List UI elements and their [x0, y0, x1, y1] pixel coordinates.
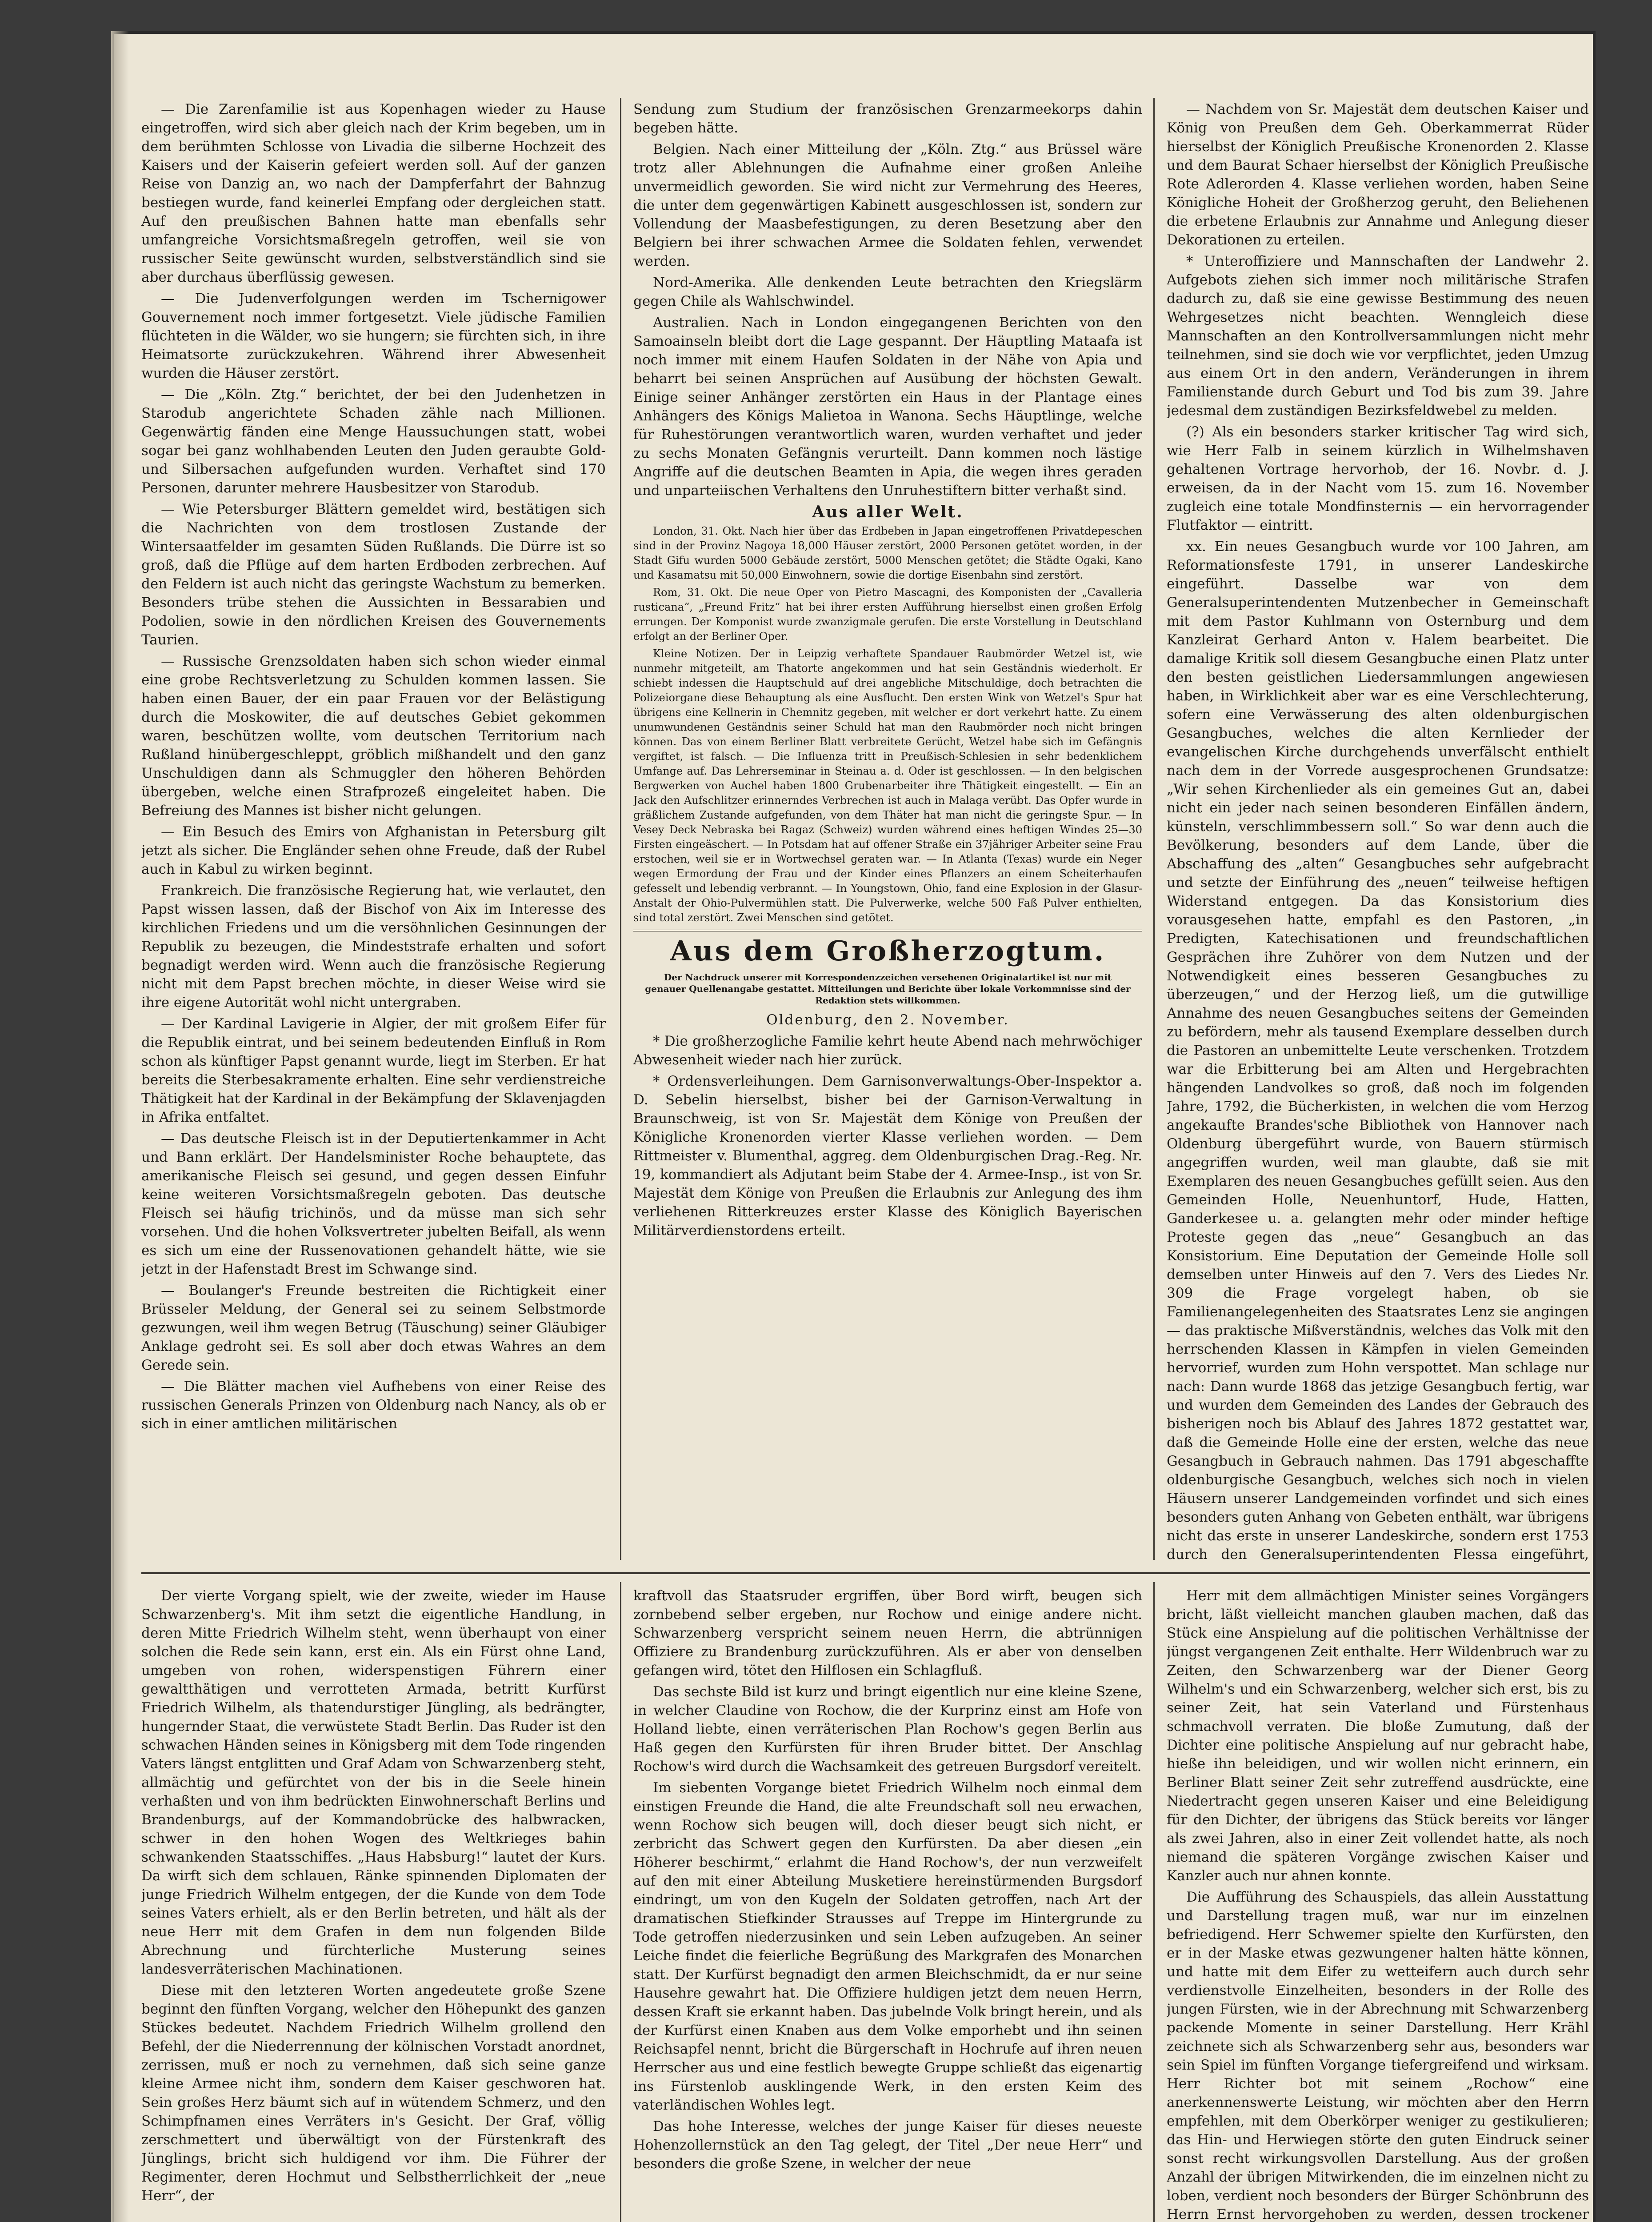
article-paragraph: Nord-Amerika. Alle denkenden Leute betrachten den Kriegslärm gegen Chile als Wahlschwindel.: [633, 275, 1142, 309]
article-paragraph: Australien. Nach in London eingegangenen Berichten von den Samoainseln bleibt dort die Lage gespannt. Der Häuptling Mataafa ist noch immer mit einem Haufen Soldaten in der Nähe von Apia und beharrt bei seinen Ansprüchen auf Ausübung der höchsten Gewalt. Einige seiner Anhänger zerstörten ein Haus in der Plantage eines Anhängers des Königs Malietoa in Wanona. Sechs Häuptlinge, welche für Ruhestörungen verantwortlich waren, wurden verhaftet und jeder zu sechs Monaten Gefängnis verurteilt. Dann kommen noch lästige Angriffe auf die deutschen Beamten in Apia, die wegen ihres geraden und unparteiischen Verhaltens den Unruhestiftern bitter verhaßt sind.: [633, 315, 1142, 499]
article-paragraph: Sendung zum Studium der französischen Grenzarmeekorps dahin begeben hätte.: [633, 101, 1142, 136]
double-rule: [633, 930, 1142, 931]
article-paragraph: — Die „Köln. Ztg.“ berichtet, der bei den Judenhetzen in Starodub angerichtete Schaden zähle nach Millionen. Gegenwärtig fänden eine Menge Haussuchungen statt, wobei sogar bei ganz wohlhabenden Leuten den Juden geraubte Gold- und Silbersachen aufgefunden wurden. Verhaftet sind 170 Personen, darunter mehrere Hausbesitzer von Starodub.: [141, 387, 606, 496]
article-paragraph: Das hohe Interesse, welches der junge Kaiser für dieses neueste Hohenzollernstück an den Tag gelegt, der Titel „Der neue Herr“ und besonders die große Szene, in welcher der neue: [633, 2118, 1142, 2172]
article-paragraph: Diese mit den letzteren Worten angedeutete große Szene beginnt den fünften Vorgang, welcher den Höhepunkt des ganzen Stückes bedeutet. Nachdem Friedrich Wilhelm grollend den Befehl, der die Niederrennung der kölnischen Vorstadt anordnet, zerrissen, muß er noch zu vernehmen, daß sich seine ganze kleine Armee nicht ihm, sondern dem Kaiser geschworen hat. Sein großes Herz bäumt sich auf in wütendem Schmerz, und den Schimpfnamen eines Verräters in's Gesicht. Der Graf, völlig zerschmettert und überwältigt von der Fürstenkraft des Jünglings, bricht sich huldigend vor ihm. Die Führer der Regimenter, deren Hochmut und Selbstherrlichkeit der „neue Herr“, der: [141, 1982, 606, 2204]
top-column-1: [141, 100, 606, 1562]
article-paragraph: Der vierte Vorgang spielt, wie der zweite, wieder im Hause Schwarzenberg's. Mit ihm setzt die eigentliche Handlung, in deren Mitte Friedrich Wilhelm steht, wenn überhaupt von einer solchen die Rede sein kann, erst ein. Als ein Fürst ohne Land, umgeben von rohen, widerspenstigen Führern einer gewaltthätigen und verrotteten Armada, betritt Kurfürst Friedrich Wilhelm, als thatendurstiger Jüngling, als bedrängter, hungernder Staat, die verwüstete Stadt Berlin. Das Ruder ist den schwachen Händen seines in Königsberg mit dem Tode ringenden Vaters längst entglitten und Graf Adam von Schwarzenberg steht, allmächtig und gefürchtet von der bis in die Seele hinein verhaßten und von ihm bedrückten Einwohnerschaft Berlins und Brandenburgs, auf der Kommandobrücke des halbwracken, schwer in den hohen Wogen des Weltkrieges bahin schwankenden Staatsschiffes. „Haus Habsburg!“ lautet der Kurs. Da wirft sich dem schlauen, Ränke spinnenden Diplomaten der junge Friedrich Wilhelm entgegen, der die Kunde von dem Tode seines Vaters erhielt, als er den Berlin betreten, und hält als der neue Herr mit dem Grafen in dem nun folgenden Bilde Abrechnung und fürchterliche Musterung seines landesverräterischen Machinationen.: [141, 1588, 606, 1977]
section-divider: [141, 1572, 1590, 1574]
article-paragraph: Die Aufführung des Schauspiels, das allein Ausstattung und Darstellung tragen muß, war nur im einzelnen befriedigend. Herr Schwemer spielte den Kurfürsten, den er in der Maske etwas gezwungener halten hätte können, und hatte mit dem Eifer zu wetteifern auch durch sehr verdienstvolle Einzelheiten, besonders in der Rolle des jungen Fürsten, wie in der Abrechnung mit Schwarzenberg packende Momente in seiner Darstellung. Herr Krähl zeichnete sich als Schwarzenberg sehr aus, besonders war sein Spiel im fünften Vorgange tiefergreifend und wirksam. Herr Richter bot mit seinem „Rochow“ eine anerkennenswerte Leistung, wir möchten aber den Herrn empfehlen, mit dem Oberkörper weniger zu gestikulieren; das Hin- und Herwiegen störte den guten Eindruck seiner sonst recht wirkungsvollen Darstellung. Aus der großen Anzahl der übrigen Mitwirkenden, die im einzelnen nicht zu loben, verdient noch besonders der Bürger Schönbrunn des Herrn Ernst hervorgehoben zu werden, dessen trockener: [1167, 1889, 1589, 2222]
article-paragraph: Herr mit dem allmächtigen Minister seines Vorgängers bricht, läßt vielleicht manchen glauben machen, daß das Stück eine Anspielung auf die politischen Verhältnisse der jüngst vergangenen Zeit enthalte. Herr Wildenbruch war zu Zeiten, den Schwarzenberg war der Diener Georg Wilhelm's und ein Schwarzenberg, welcher sich erst, bis zu seiner Zeit, hat sein Vaterland und Fürstenhaus schmachvoll verraten. Die bloße Zumutung, daß der Dichter eine politische Anspielung auf nur gebracht habe, hieße ihn beleidigen, und wir wollen nicht erinnern, ein Berliner Blatt seiner Zeit sehr zutreffend ausdrückte, eine Niedertracht gegen unseren Kaiser und eine Beleidigung für den Dichter, der übrigens das Stück bereits vor länger als zwei Jahren, also in einer Zeit vollendet hatte, als noch niemand die späteren Vorgänge zwischen Kaiser und Kanzler auch nur ahnen konnte.: [1167, 1588, 1589, 1884]
article-paragraph: * Unteroffiziere und Mannschaften der Landwehr 2. Aufgebots ziehen sich immer noch militärische Strafen dadurch zu, daß sie eine gewisse Bestimmung des neuen Wehrgesetzes nicht beachten. Wenngleich diese Mannschaften an den Kontrollversammlungen nicht mehr teilnehmen, sind sie doch wie vor verpflichtet, jeden Umzug aus einem Ort in den andern, Veränderungen in ihrem Familienstande durch Geburt und Tod bis zum 39. Jahre jedesmal dem zuständigen Bezirksfeldwebel zu melden.: [1167, 253, 1589, 419]
section-heading-grossherzogtum: Aus dem Großherzogtum.: [670, 935, 1106, 967]
article-paragraph: London, 31. Okt. Nach hier über das Erdbeben in Japan eingetroffenen Privatdepeschen sind in der Provinz Nagoya 18,000 Häuser zerstört, 2000 Personen getötet worden, in der Stadt Gifu wurden 5000 Gebäude zerstört, 5000 Menschen getötet; die Städte Ogaki, Kano und Kasamatsu mit 50,000 Einwohnern, sowie die dortige Eisenbahn sind zerstört.: [633, 525, 1142, 581]
bottom-column-2: [633, 1587, 1142, 2222]
article-paragraph: (?) Als ein besonders starker kritischer Tag wird sich, wie Herr Falb in seinem kürzlich in Wilhelmshaven gehaltenen Vortrage hervorhob, der 16. Novbr. d. J. erweisen, da in der Nacht vom 15. zum 16. November zugleich eine totale Mondfinsternis — ein hervorragender Flutfaktor — eintritt.: [1167, 424, 1589, 533]
article-paragraph: — Russische Grenzsoldaten haben sich schon wieder einmal eine grobe Rechtsverletzung zu Schulden kommen lassen. Sie haben einen Bauer, der ein paar Frauen vor der Belästigung durch die Moskowiter, die auf deutsches Gebiet gekommen waren, beschützen wollte, vom deutschen Territorium nach Rußland hinübergeschleppt, gröblich mißhandelt und den ganz Unschuldigen dann als Schmuggler den höheren Behörden übergeben, welche einen Strafprozeß eingeleitet haben. Die Befreiung des Mannes ist bisher nicht gelungen.: [141, 653, 606, 819]
column-rule: [620, 1582, 621, 2222]
article-paragraph: — Die Blätter machen viel Aufhebens von einer Reise des russischen Generals Prinzen von Oldenburg nach Nancy, als ob er sich in einer amtlichen militärischen: [141, 1379, 606, 1432]
column-rule: [1153, 1582, 1155, 2222]
column-rule: [620, 98, 621, 1560]
article-paragraph: xx. Ein neues Gesangbuch wurde vor 100 Jahren, am Reformationsfeste 1791, in unserer Landeskirche eingeführt. Dasselbe war von dem Generalsuperintendenten Mutzenbecher in Gemeinschaft mit dem Pastor Kuhlmann von Osternburg und dem Kanzleirat Gerhard Anton v. Halem bearbeitet. Die damalige Kritik soll diesem Gesangbuche einen Platz unter den besten geistlichen Liedersammlungen angewiesen haben, in Wirklichkeit aber war es eine Verschlechterung, sofern eine Verwässerung des alten oldenburgischen Gesangbuches, welches die alten Kernlieder der evangelischen Kirche durchgehends unverfälscht enthielt nach dem in der Vorrede ausgesprochenen Grundsatze: „Wir sehen Kirchenlieder als ein gemeines Gut an, dabei nicht ein jeder nach seinen besonderen Einfällen ändern, künsteln, verschlimmbessern soll.“ So war denn auch die Bevölkerung, besonders auf dem Lande, über die Abschaffung des „alten“ Gesangbuches sehr aufgebracht und setzte der Einführung des „neuen“ teilweise heftigen Widerstand entgegen. Da das Konsistorium dies vorausgesehen hatte, empfahl es den Pastoren, „in Predigten, Katechisationen und freundschaftlichen Gesprächen ihre Zuhörer von dem Nutzen und der Notwendigkeit eines besseren Gesangbuches zu überzeugen,“ und der Herzog ließ, um die gutwillige Annahme des neuen Gesangbuches seitens der Gemeinden zu befördern, mehr als tausend Exemplare desselben durch die Pastoren an unbemittelte Leute verschenken. Trotzdem war die Erbitterung bei am Alten und Hergebrachten hängenden Landvolkes so groß, daß noch im folgenden Jahre, 1792, die Bücherkisten, in welchen die vom Herzog angekaufte Brandes'sche Bibliothek von Hannover nach Oldenburg übergeführt wurde, von Bauern stürmisch angegriffen wurden, weil man glaubte, daß sie mit Exemplaren des neuen Gesangbuches gefüllt seien. Aus den Gemeinden Holle, Neuenhuntorf, Hude, Hatten, Ganderkesee u. a. gelangten mehr oder minder heftige Proteste gegen das „neue“ Gesangbuch an das Konsistorium. Eine Deputation der Gemeinde Holle soll demselben unter Hinweis auf den 7. Vers des Liedes Nr. 309 die Frage vorgelegt haben, ob sie Familienangelegenheiten des Staatsrates Lenz sie angingen — das praktische Mißverständnis, welches das Volk mit den herrschenden Klassen in Kämpfen in vielen Gemeinden hervorrief, wurden zum Hohn verspottet. Man schlage nur nach: Dann wurde 1868 das jetzige Gesangbuch fertig, war und wurden dem Gemeinden des Landes der Gebrauch des bisherigen noch bis Ablauf des Jahres 1872 gestattet war, daß die Gemeinde Holle eine der ersten, welche das neue Gesangbuch in Gebrauch nahmen. Das 1791 abgeschaffte oldenburgische Gesangbuch, welches sich noch in vielen Häusern unserer Landgemeinden vorfindet und sich eines besonders guten Anhang von Gebeten enthält, war übrigens nicht das erste in unserer Landeskirche, sondern erst 1753 durch den Generalsuperintendenten Flessa eingeführt,: [1167, 539, 1589, 1562]
article-paragraph: * Die großherzogliche Familie kehrt heute Abend nach mehrwöchiger Abwesenheit wieder nach hier zurück.: [633, 1033, 1142, 1068]
top-column-2: [633, 100, 1142, 1562]
article-paragraph: — Die Judenverfolgungen werden im Tschernigower Gouvernement noch immer fortgesetzt. Viele jüdische Familien flüchteten in die Wälder, wo sie hungern; sie fürchten sich, in ihre Heimatsorte zurückzukehren. Während ihrer Abwesenheit wurden die Häuser zerstört.: [141, 291, 606, 381]
article-paragraph: — Nachdem von Sr. Majestät dem deutschen Kaiser und König von Preußen dem Geh. Oberkammerrat Rüder hierselbst der Königlich Preußische Kronenorden 2. Klasse und dem Baurat Schaer hierselbst der Königlich Preußische Rote Adlerorden 4. Klasse verliehen worden, haben Seine Königliche Hoheit der Großherzog geruht, den Beliehenen die erbetene Erlaubnis zur Annahme und Anlegung dieser Dekorationen zu erteilen.: [1167, 101, 1589, 248]
article-paragraph: — Die Zarenfamilie ist aus Kopenhagen wieder zu Hause eingetroffen, wird sich aber gleich nach der Krim begeben, um in dem berühmten Schlosse von Livadia die silberne Hochzeit des Kaisers und der Kaiserin gefeiert werden soll. Auf der ganzen Reise von Danzig an, wo nach der Dampferfahrt der Bahnzug bestiegen wurde, fand keinerlei Empfang oder dergleichen statt. Auf den preußischen Bahnen hatte man ebenfalls sehr umfangreiche Vorsichtsmaßregeln getroffen, weil sie von russischer Seite gewünscht wurden, selbstverständlich sind sie aber durchaus überflüssig gewesen.: [141, 101, 606, 285]
article-paragraph: — Der Kardinal Lavigerie in Algier, der mit großem Eifer für die Republik eintrat, und bei seinem bedeutenden Einfluß in Rom schon als künftiger Papst genannt wurde, liegt im Sterben. Er hat bereits die Sterbesakramente erhalten. Eine sehr verdienstreiche Thätigkeit hat der Kardinal in der Bekämpfung der Sklavenjagden in Afrika entfaltet.: [141, 1016, 606, 1125]
article-paragraph: — Das deutsche Fleisch ist in der Deputiertenkammer in Acht und Bann erklärt. Der Handelsminister Roche behauptete, das amerikanische Fleisch sei gesund, und gegen dessen Einfuhr keine weiteren Vorsichtsmaßregeln geboten. Das deutsche Fleisch sei häufig trichinös, und da müsse man sich sehr vorsehen. Und die hohen Volksvertreter jubelten Beifall, als wenn es sich um eine der Russenovationen gehandelt hätte, wie sie jetzt in der Hafenstadt Brest im Schwange sind.: [141, 1131, 606, 1277]
article-paragraph: Belgien. Nach einer Mitteilung der „Köln. Ztg.“ aus Brüssel wäre trotz aller Ablehnungen die Aufnahme einer großen Anleihe unvermeidlich geworden. Sie wird nicht zur Vermehrung des Heeres, die unter dem gegenwärtigen Kabinett ausgeschlossen ist, sondern zur Vollendung der Maasbefestigungen, zu deren Besetzung aber den Belgiern bei ihrer schwachen Armee die Soldaten fehlen, verwendet werden.: [633, 141, 1142, 269]
article-paragraph: Im siebenten Vorgange bietet Friedrich Wilhelm noch einmal dem einstigen Freunde die Hand, die alte Freundschaft soll neu erwachen, wenn Rochow sich beugen will, doch dieser beugt sich nicht, er zerbricht das Schwert gegen den Kurfürsten. Da aber diesen „ein Höherer beschirmt,“ erlahmt die Hand Rochow's, der nun verzweifelt auf den mit einer Abteilung Musketiere hereinstürmenden Burgsdorf eindringt, um von den Kugeln der Soldaten getroffen, nach Art der dramatischen Stiefkinder Strausses auf Treppe im Hintergrunde zu Tode getroffen niederzusinken und sein Leben aufzugeben. An seiner Leiche findet die feierliche Begrüßung des Markgrafen des Monarchen statt. Der Kurfürst begnadigt den armen Bleichschmidt, da er nur seine Hausehre gewahrt hat. Die Offiziere huldigen jetzt dem neuen Herrn, dessen Kraft sie erkannt haben. Das jubelnde Volk bringt herein, und als der Kurfürst einen Knaben aus dem Volke emporhebt und ihn seinen Reichsapfel nennt, bricht die Bürgerschaft in Hochrufe auf ihren neuen Herrscher aus und eine festlich bewegte Gruppe schließt das eigenartig ins Fürstenlob ausklingende Werk, in den ersten Keim des vaterländischen Wohles legt.: [633, 1780, 1142, 2113]
editorial-note: Der Nachdruck unserer mit Korrespondenzzeichen versehenen Originalartikel ist nur mit genauer Quellenangabe gestattet. Mitteilungen und Berichte über lokale Vorkommnisse sind der Redaktion stets willkommen.: [645, 972, 1131, 1006]
top-column-3: [1167, 100, 1589, 1562]
article-paragraph: Frankreich. Die französische Regierung hat, wie verlautet, den Papst wissen lassen, daß der Bischof von Aix im Interesse des kirchlichen Friedens und um die versöhnlichen Gesinnungen der Republik zu bezeugen, die Mindeststrafe erhalten und sofort begnadigt werden wird. Wenn auch die französische Regierung nicht mit dem Papst brechen möchte, in dieser Weise wird sie ihre eigene Autorität wohl nicht untergraben.: [141, 883, 606, 1011]
bottom-column-1: [141, 1587, 606, 2222]
page-fold-shadow: [111, 31, 129, 2222]
article-paragraph: Das sechste Bild ist kurz und bringt eigentlich nur eine kleine Szene, in welcher Claudine von Rochow, die der Kurprinz einst am Hofe von Holland liebte, einen verräterischen Plan Rochow's gegen Berlin aus Haß gegen den Kurfürsten für ihren Bruder bittet. Der Anschlag Rochow's wird durch die Wachsamkeit des getreuen Burgsdorf vereitelt.: [633, 1684, 1142, 1774]
article-paragraph: kraftvoll das Staatsruder ergriffen, über Bord wirft, beugen sich zornbebend selber ergeben, nur Rochow und einige andere nicht. Schwarzenberg verspricht seinem neuen Herrn, die abtrünnigen Offiziere zu Brandenburg zurückzuführen. Als er aber von denselben gefangen wird, tötet den Hilflosen ein Schlagfluß.: [633, 1588, 1142, 1678]
bottom-column-3: [1167, 1587, 1589, 2222]
column-rule: [1153, 98, 1155, 1560]
dateline: Oldenburg, den 2. November.: [766, 1012, 1009, 1028]
article-paragraph: Rom, 31. Okt. Die neue Oper von Pietro Mascagni, des Komponisten der „Cavalleria rusticana“, „Freund Fritz“ hat bei ihrer ersten Aufführung hierselbst einen großen Erfolg errungen. Der Komponist wurde zwanzigmale gerufen. Die erste Vorstellung in Deutschland erfolgt an der Berliner Oper.: [633, 586, 1142, 643]
article-paragraph: — Boulanger's Freunde bestreiten die Richtigkeit einer Brüsseler Meldung, der General sei zu seinem Selbstmorde gezwungen, weil ihm wegen Betrug (Täuschung) seiner Gläubiger Anklage gedroht sei. Es soll aber doch etwas Wahres an dem Gerede sein.: [141, 1283, 606, 1373]
article-paragraph: * Ordensverleihungen. Dem Garnisonverwaltungs-Ober-Inspektor a. D. Sebelin hierselbst, bisher bei der Garnison-Verwaltung in Braunschweig, ist von Sr. Majestät dem Könige von Preußen der Königliche Kronenorden vierter Klasse verliehen worden. — Dem Rittmeister v. Blumenthal, aggreg. dem Oldenburgischen Drag.-Reg. Nr. 19, kommandiert als Adjutant beim Stabe der 4. Armee-Insp., ist von Sr. Majestät dem Könige von Preußen die Erlaubnis zur Anlegung des ihm verliehenen Ritterkreuzes erster Klasse des Königlich Bayerischen Militärverdienstordens erteilt.: [633, 1073, 1142, 1239]
article-paragraph: Kleine Notizen. Der in Leipzig verhaftete Spandauer Raubmörder Wetzel ist, wie nunmehr mitgeteilt, am Thatorte angekommen und hat sein Geständnis wiederholt. Er schiebt indessen die Hauptschuld auf drei angebliche Mitschuldige, doch betrachten die Polizeiorgane diese Behauptung als eine Ausflucht. Den ersten Wink von Wetzel's Spur hat übrigens eine Kellnerin in Chemnitz gegeben, mit welcher er dort verkehrt hatte. Zu einem unumwundenen Geständnis seiner Schuld hat man den Raubmörder noch nicht bringen können. Das von einem Berliner Blatt verbreitete Gerücht, Wetzel habe sich im Gefängnis vergiftet, ist falsch. — Die Influenza tritt in Preußisch-Schlesien in sehr bedenklichem Umfange auf. Das Lehrerseminar in Steinau a. d. Oder ist geschlossen. — In den belgischen Bergwerken von Auchel haben 1800 Grubenarbeiter ihre Thätigkeit eingestellt. — Ein an Jack den Aufschlitzer erinnerndes Verbrechen ist auch in Malaga verübt. Das Opfer wurde in gräßlichem Zustande aufgefunden, von dem Thäter hat man nicht die geringste Spur. — In Vesey Deck Nebraska bei Ragaz (Schweiz) wurden während eines heftigen Windes 25—30 Firsten eingeäschert. — In Potsdam hat auf offener Straße ein 37jähriger Arbeiter seine Frau erstochen, weil sie er in Wortwechsel geraten war. — In Atlanta (Texas) wurde ein Neger wegen Ermordung der Frau und der Kinder eines Pflanzers an einem Scheiterhaufen gefesselt und lebendig verbrannt. — In Youngstown, Ohio, fand eine Explosion in der Glasur-Anstalt der Ohio-Pulvermühlen statt. Die Pulverwerke, welche 500 Faß Pulver enthielten, sind total zerstört. Zwei Menschen sind getötet.: [633, 647, 1142, 924]
section-heading-aus-aller-welt: Aus aller Welt.: [812, 503, 964, 521]
article-paragraph: — Wie Petersburger Blättern gemeldet wird, bestätigen sich die Nachrichten von dem trostlosen Zustande der Wintersaatfelder im gesamten Süden Rußlands. Die Dürre ist so groß, daß die Pflüge auf dem harten Erdboden zerbrechen. Auf den Feldern ist auch nicht das geringste Wachstum zu bemerken. Besonders trübe stehen die Aussichten in Bessarabien und Podolien, sowie in den nördlichen Kreisen des Gouvernements Taurien.: [141, 501, 606, 648]
article-paragraph: — Ein Besuch des Emirs von Afghanistan in Petersburg gilt jetzt als sicher. Die Engländer sehen ohne Freude, daß der Rubel auch in Kabul zu wirken beginnt.: [141, 824, 606, 877]
